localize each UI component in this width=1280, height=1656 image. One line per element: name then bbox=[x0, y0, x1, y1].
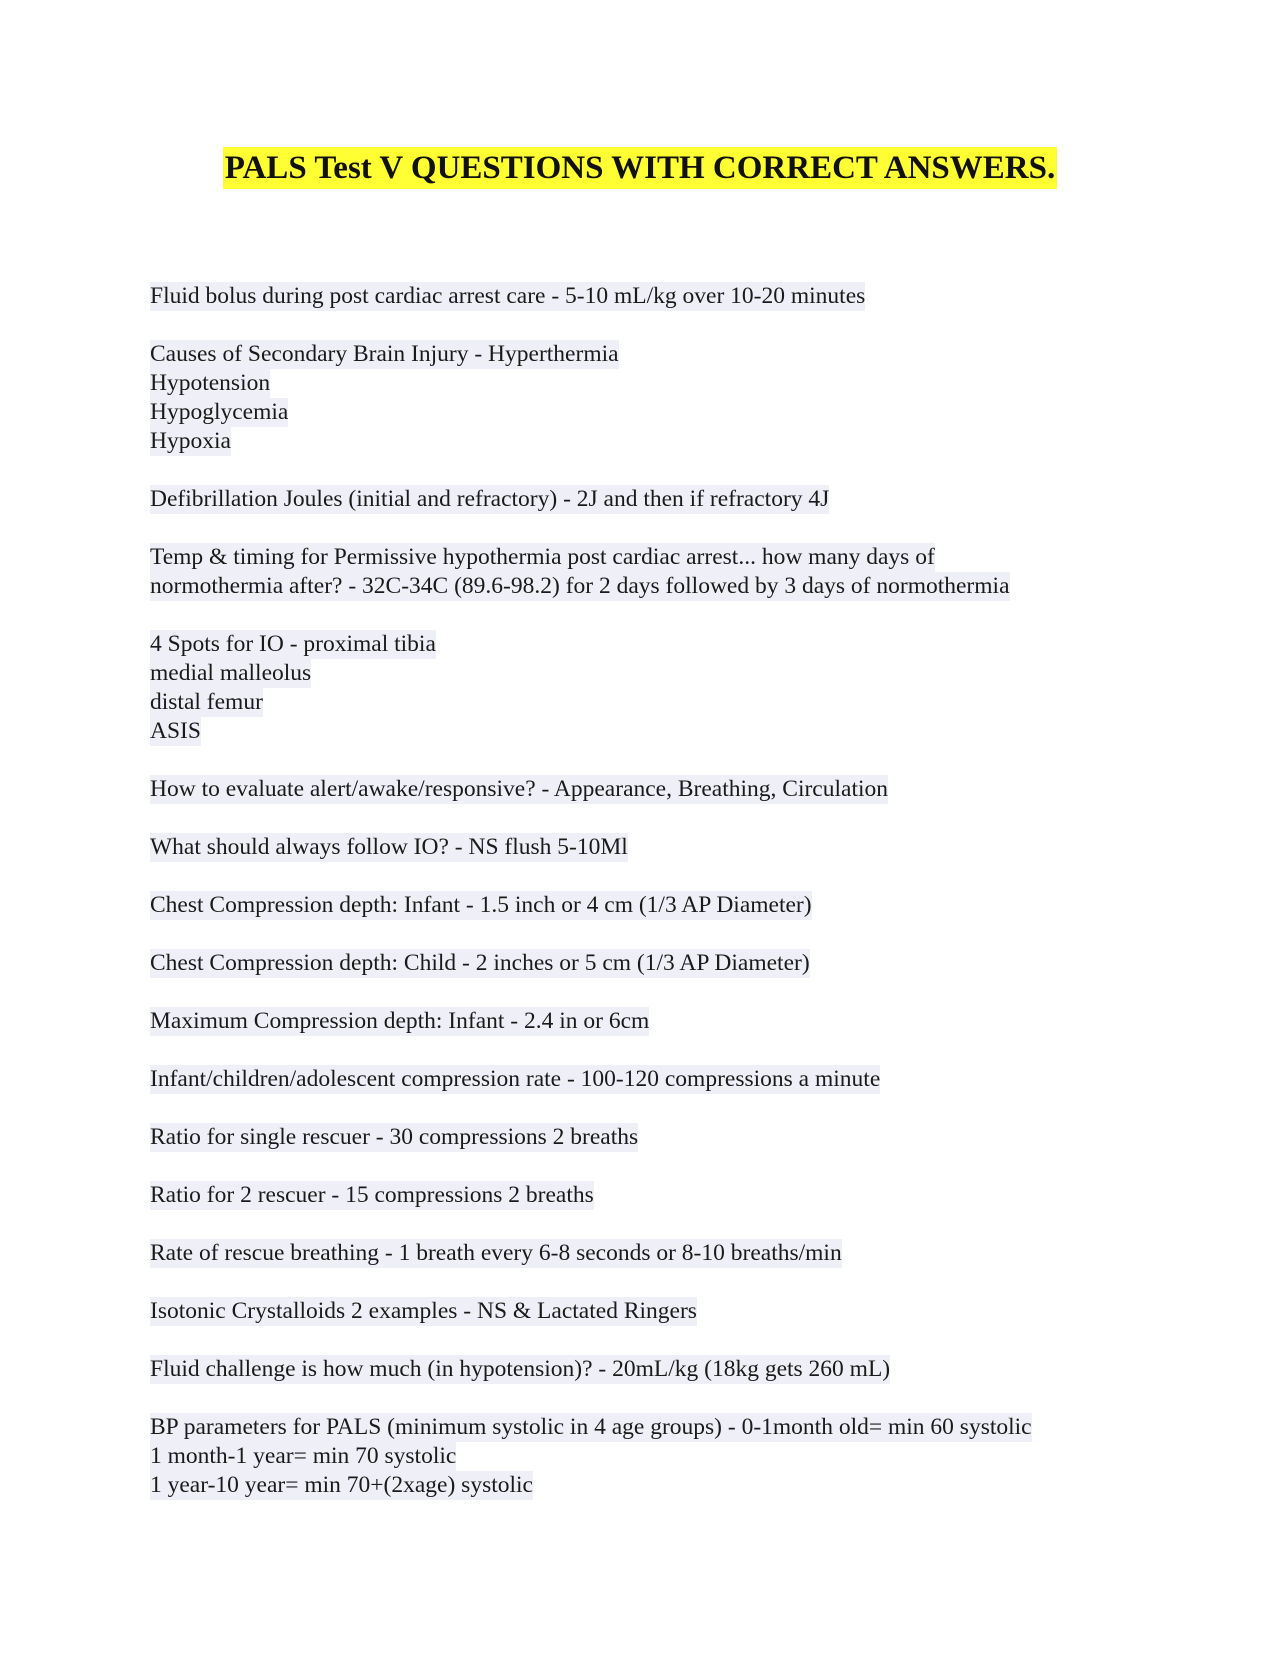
qa-line: How to evaluate alert/awake/responsive? - Appearance, Breathing, Circulation bbox=[150, 776, 889, 802]
qa-entry bbox=[150, 1355, 1150, 1384]
qa-entry bbox=[150, 775, 1150, 804]
qa-line: Hypoglycemia bbox=[150, 399, 289, 425]
qa-entry bbox=[150, 1239, 1150, 1268]
qa-line: Temp & timing for Permissive hypothermia post cardiac arrest... how many days of bbox=[150, 544, 935, 570]
qa-line: Infant/children/adolescent compression rate - 100-120 compressions a minute bbox=[150, 1066, 881, 1092]
qa-list bbox=[150, 282, 1150, 1529]
qa-line: Isotonic Crystalloids 2 examples - NS & Lactated Ringers bbox=[150, 1298, 697, 1324]
qa-line: ASIS bbox=[150, 718, 201, 744]
qa-line: 1 year-10 year= min 70+(2xage) systolic bbox=[150, 1472, 533, 1498]
qa-entry bbox=[150, 1297, 1150, 1326]
qa-line: Chest Compression depth: Infant - 1.5 inch or 4 cm (1/3 AP Diameter) bbox=[150, 892, 812, 918]
qa-line: 4 Spots for IO - proximal tibia bbox=[150, 631, 436, 657]
qa-line: distal femur bbox=[150, 689, 263, 715]
qa-line: normothermia after? - 32C-34C (89.6-98.2) for 2 days followed by 3 days of normothermia bbox=[150, 573, 1010, 599]
qa-line: Rate of rescue breathing - 1 breath every 6-8 seconds or 8-10 breaths/min bbox=[150, 1240, 842, 1266]
qa-line: Defibrillation Joules (initial and refractory) - 2J and then if refractory 4J bbox=[150, 486, 830, 512]
qa-line: Causes of Secondary Brain Injury - Hyperthermia bbox=[150, 341, 619, 367]
qa-line: Chest Compression depth: Child - 2 inches or 5 cm (1/3 AP Diameter) bbox=[150, 950, 810, 976]
qa-entry bbox=[150, 282, 1150, 311]
qa-line: Ratio for single rescuer - 30 compressions 2 breaths bbox=[150, 1124, 639, 1150]
qa-entry bbox=[150, 340, 1150, 456]
qa-line: What should always follow IO? - NS flush 5-10Ml bbox=[150, 834, 628, 860]
qa-entry bbox=[150, 1007, 1150, 1036]
qa-line: Fluid bolus during post cardiac arrest care - 5-10 mL/kg over 10-20 minutes bbox=[150, 283, 866, 309]
qa-entry bbox=[150, 630, 1150, 746]
qa-line: Maximum Compression depth: Infant - 2.4 in or 6cm bbox=[150, 1008, 650, 1034]
qa-entry bbox=[150, 1123, 1150, 1152]
qa-entry bbox=[150, 891, 1150, 920]
qa-entry bbox=[150, 1065, 1150, 1094]
qa-line: medial malleolus bbox=[150, 660, 312, 686]
qa-entry bbox=[150, 833, 1150, 862]
qa-line: Hypotension bbox=[150, 370, 271, 396]
qa-line: Ratio for 2 rescuer - 15 compressions 2 breaths bbox=[150, 1182, 594, 1208]
qa-line: Fluid challenge is how much (in hypotension)? - 20mL/kg (18kg gets 260 mL) bbox=[150, 1356, 891, 1382]
qa-entry bbox=[150, 485, 1150, 514]
qa-line: BP parameters for PALS (minimum systolic in 4 age groups) - 0-1month old= min 60 systolic bbox=[150, 1414, 1032, 1440]
title-container bbox=[0, 147, 1280, 189]
qa-entry bbox=[150, 543, 1150, 601]
qa-entry bbox=[150, 1413, 1150, 1500]
qa-line: 1 month-1 year= min 70 systolic bbox=[150, 1443, 457, 1469]
qa-entry bbox=[150, 1181, 1150, 1210]
qa-line: Hypoxia bbox=[150, 428, 231, 454]
document-title: PALS Test V QUESTIONS WITH CORRECT ANSWERS. bbox=[223, 147, 1057, 189]
qa-entry bbox=[150, 949, 1150, 978]
